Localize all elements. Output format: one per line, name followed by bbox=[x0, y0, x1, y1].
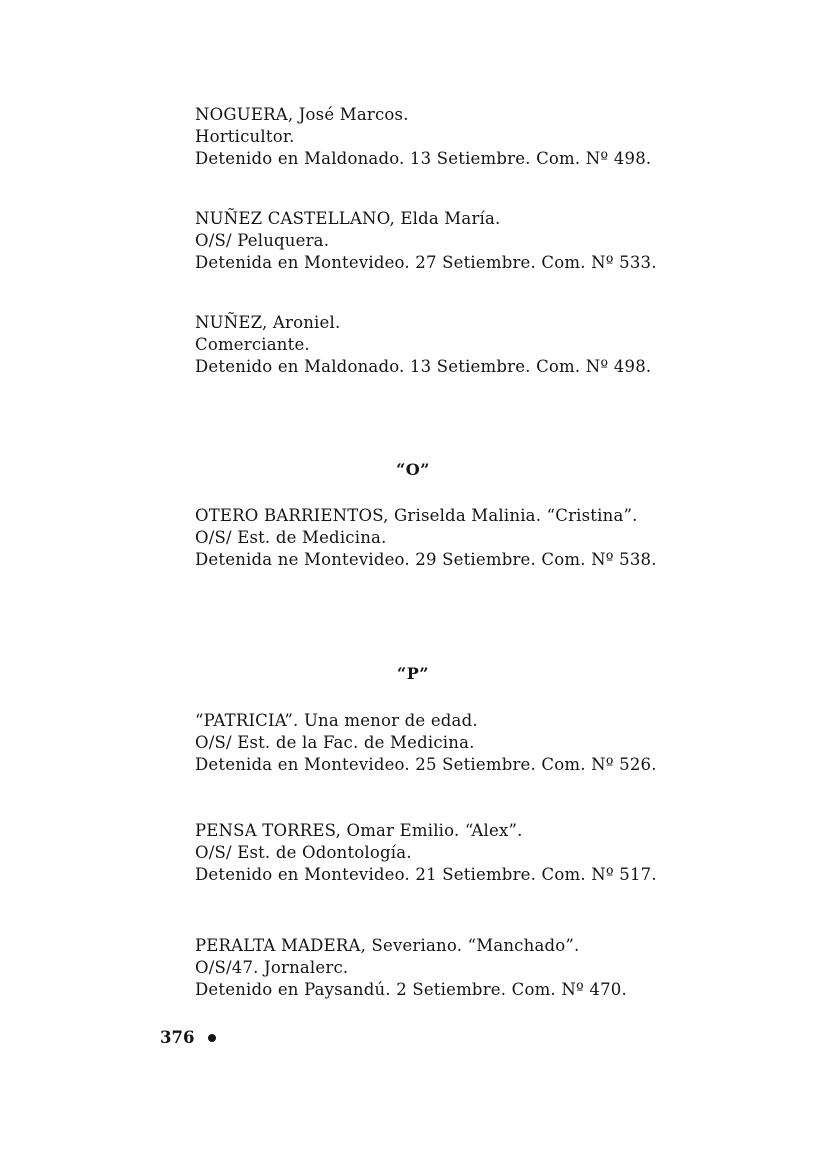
entry-occupation: O/S/ Peluquera. bbox=[195, 231, 330, 250]
entry-name: PERALTA MADERA, Severiano. “Manchado”. bbox=[195, 936, 580, 955]
entry-name: NUÑEZ CASTELLANO, Elda María. bbox=[195, 209, 501, 228]
entry-nunez-castellano bbox=[195, 208, 715, 274]
page-footer bbox=[160, 1028, 216, 1047]
section-heading-p: “P” bbox=[397, 664, 429, 683]
entry-occupation: Horticultor. bbox=[195, 127, 295, 146]
entry-pensa-torres bbox=[195, 820, 715, 886]
entry-detention: Detenido en Maldonado. 13 Setiembre. Com. Nº 498. bbox=[195, 149, 652, 168]
entry-detention: Detenido en Montevideo. 21 Setiembre. Com. Nº 517. bbox=[195, 865, 657, 884]
entry-otero-barrientos bbox=[195, 505, 715, 571]
entry-detention: Detenida ne Montevideo. 29 Setiembre. Com. Nº 538. bbox=[195, 550, 657, 569]
entry-detention: Detenida en Montevideo. 25 Setiembre. Com. Nº 526. bbox=[195, 755, 657, 774]
entry-name: PENSA TORRES, Omar Emilio. “Alex”. bbox=[195, 821, 523, 840]
page-number: 376 bbox=[160, 1028, 195, 1047]
entry-detention: Detenido en Maldonado. 13 Setiembre. Com. Nº 498. bbox=[195, 357, 652, 376]
entry-occupation: Comerciante. bbox=[195, 335, 310, 354]
entry-occupation: O/S/ Est. de Medicina. bbox=[195, 528, 387, 547]
entry-detention: Detenida en Montevideo. 27 Setiembre. Com. Nº 533. bbox=[195, 253, 657, 272]
entry-name: OTERO BARRIENTOS, Griselda Malinia. “Cristina”. bbox=[195, 506, 638, 525]
entry-name: NUÑEZ, Aroniel. bbox=[195, 313, 341, 332]
entry-name: NOGUERA, José Marcos. bbox=[195, 105, 409, 124]
entry-peralta-madera bbox=[195, 935, 715, 1001]
bullet-icon bbox=[208, 1034, 216, 1042]
entry-occupation: O/S/ Est. de Odontología. bbox=[195, 843, 412, 862]
entry-patricia bbox=[195, 710, 715, 776]
entry-occupation: O/S/ Est. de la Fac. de Medicina. bbox=[195, 733, 475, 752]
entry-nunez-aroniel bbox=[195, 312, 715, 378]
section-heading-o: “O” bbox=[396, 460, 430, 479]
entry-detention: Detenido en Paysandú. 2 Setiembre. Com. Nº 470. bbox=[195, 980, 627, 999]
entry-noguera bbox=[195, 104, 715, 170]
entry-occupation: O/S/47. Jornalerc. bbox=[195, 958, 349, 977]
entry-name: “PATRICIA”. Una menor de edad. bbox=[195, 711, 478, 730]
